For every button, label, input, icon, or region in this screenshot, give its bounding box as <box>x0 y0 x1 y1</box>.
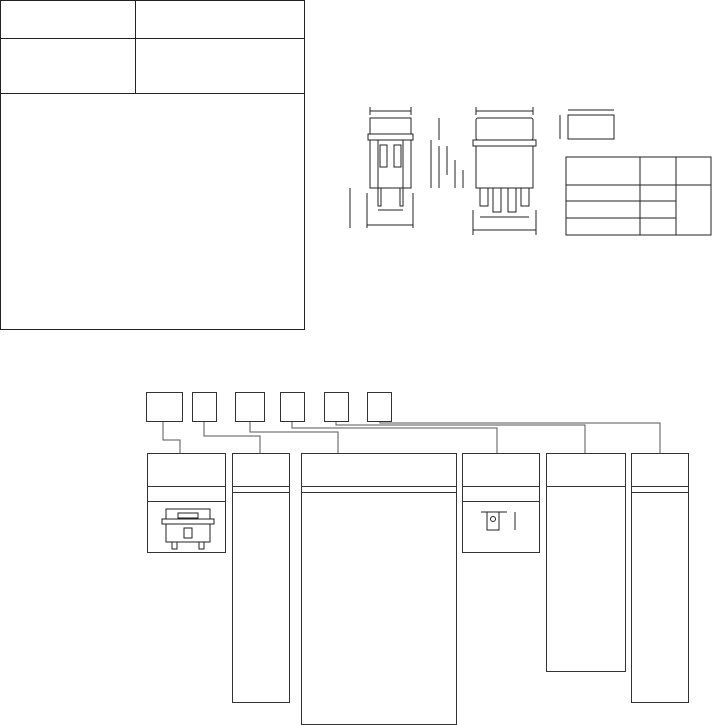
terminal-drawing <box>477 508 527 538</box>
thickness-table <box>566 157 711 235</box>
code-circuit <box>235 392 265 422</box>
base-type-drawing <box>160 506 216 551</box>
panel-opening-rect <box>568 115 614 139</box>
spec-row-rated <box>1 39 304 94</box>
dimension-drawing <box>340 85 715 245</box>
terminal-panel <box>462 453 540 553</box>
side-view-rocker <box>370 118 411 134</box>
base-type-panel <box>147 453 226 553</box>
body-color-panel <box>232 453 290 703</box>
making-panel <box>546 453 626 672</box>
rocker-color-panel <box>631 453 689 703</box>
code-body-color <box>192 392 217 422</box>
code-base <box>146 392 183 422</box>
spec-table <box>0 0 305 330</box>
code-rocker-color <box>367 392 392 422</box>
code-making <box>324 392 349 422</box>
spec-header-row <box>1 0 304 39</box>
code-terminal <box>280 392 305 422</box>
circuit-panel <box>301 453 457 725</box>
front-view-rocker <box>476 118 533 140</box>
